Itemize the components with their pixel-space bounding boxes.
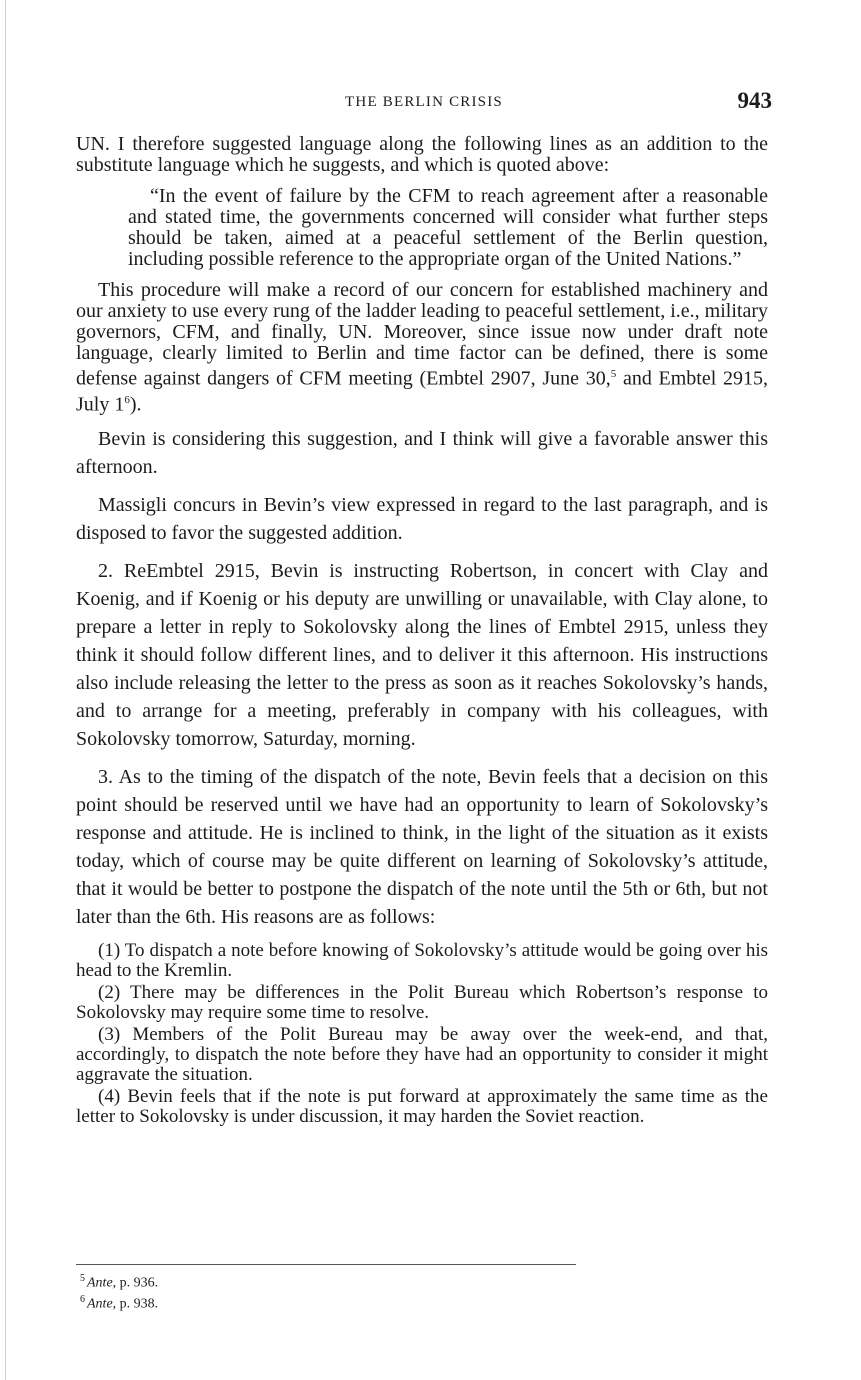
paragraph-procedure-text-a: This procedure will make a record of our concern for established machinery and our anxiety to use every rung of the ladder leading to peaceful settlement, i.e., military governors, CFM, and finally, UN. Moreover, since issue now under draft note language, clearly limited to Berlin and time factor can be defined, there is some defense against dangers of CFM meeting (Embtel 2907, June 30, (76, 279, 768, 390)
page-number: 943 (737, 88, 772, 113)
footnote-ref: Ante, (87, 1296, 117, 1312)
paragraph-procedure (76, 280, 768, 415)
page-edge-divider (5, 0, 6, 1380)
footnote-mark: 5 (80, 1273, 85, 1284)
footnotes (76, 1264, 576, 1312)
footnote-ref-5: 5 (610, 368, 617, 380)
footnote (80, 1292, 576, 1313)
quoted-language: “In the event of failure by the CFM to reach agreement after a reasonable and stated time, the governments concerned will consider what further steps should be taken, aimed at a peaceful settlement of the Berlin question, including possible reference to the appropriate organ of the United Nations.” (128, 185, 768, 270)
reason-item: (2) There may be differences in the Polit Bureau which Robertson’s response to Sokolovsky may require some time to resolve. (76, 982, 768, 1024)
footnote-mark: 6 (80, 1293, 85, 1305)
footnote-page: p. 938. (116, 1296, 159, 1312)
paragraph-bevin-considering: Bevin is considering this suggestion, and I think will give a favorable answer this afternoon. (76, 428, 768, 479)
footnote-ref-6: 6 (124, 393, 130, 406)
footnote (80, 1271, 576, 1292)
body-text (76, 134, 768, 1129)
reason-item: (1) To dispatch a note before knowing of Sokolovsky’s attitude would be going over his head to the Kremlin. (76, 940, 768, 982)
page-header (76, 88, 772, 118)
footnote-ref: Ante, (87, 1275, 117, 1291)
reasons-list (76, 941, 768, 1127)
reason-item: (3) Members of the Polit Bureau may be away over the week-end, and that, accordingly, to dispatch the note before they have had an opportunity to consider it might aggravate the situation. (76, 1024, 768, 1086)
running-head: THE BERLIN CRISIS (345, 94, 503, 110)
footnote-page: p. 936. (116, 1275, 159, 1291)
paragraph-item-3: 3. As to the timing of the dispatch of the note, Bevin feels that a decision on this point should be reserved until we have had an opportunity to learn of Sokolovsky’s response and attitude. He is inclined to think, in the light of the situation as it exists today, which of course may be quite different on learning of Sokolovsky’s attitude, that it would be better to postpone the dispatch of the note until the 5th or 6th, but not later than the 6th. His reasons are as follows: (76, 766, 768, 929)
paragraph-massigli: Massigli concurs in Bevin’s view expressed in regard to the last paragraph, and is disposed to favor the suggested addition. (76, 494, 768, 545)
reason-item: (4) Bevin feels that if the note is put forward at approximately the same time as the letter to Sokolovsky is under discussion, it may harden the Soviet reaction. (76, 1086, 768, 1128)
paragraph-procedure-text-b: and Embtel 2915, July 1 (76, 367, 769, 416)
paragraph-un-suggestion: UN. I therefore suggested language along the following lines as an addition to the substitute language which he suggests, and which is quoted above: (76, 133, 768, 176)
paragraph-item-2: 2. ReEmbtel 2915, Bevin is instructing Robertson, in concert with Clay and Koenig, and if Koenig or his deputy are unwilling or unavailable, with Clay alone, to prepare a letter in reply to Sokolovsky along the lines of Embtel 2915, unless they think it should follow different lines, and to deliver it this afternoon. His instructions also include releasing the letter to the press as soon as it reaches Sokolovsky’s hands, and to arrange for a meeting, preferably in company with his colleagues, with Sokolovsky tomorrow, Saturday, morning. (76, 560, 768, 751)
paragraph-procedure-text-c: ). (129, 393, 142, 416)
